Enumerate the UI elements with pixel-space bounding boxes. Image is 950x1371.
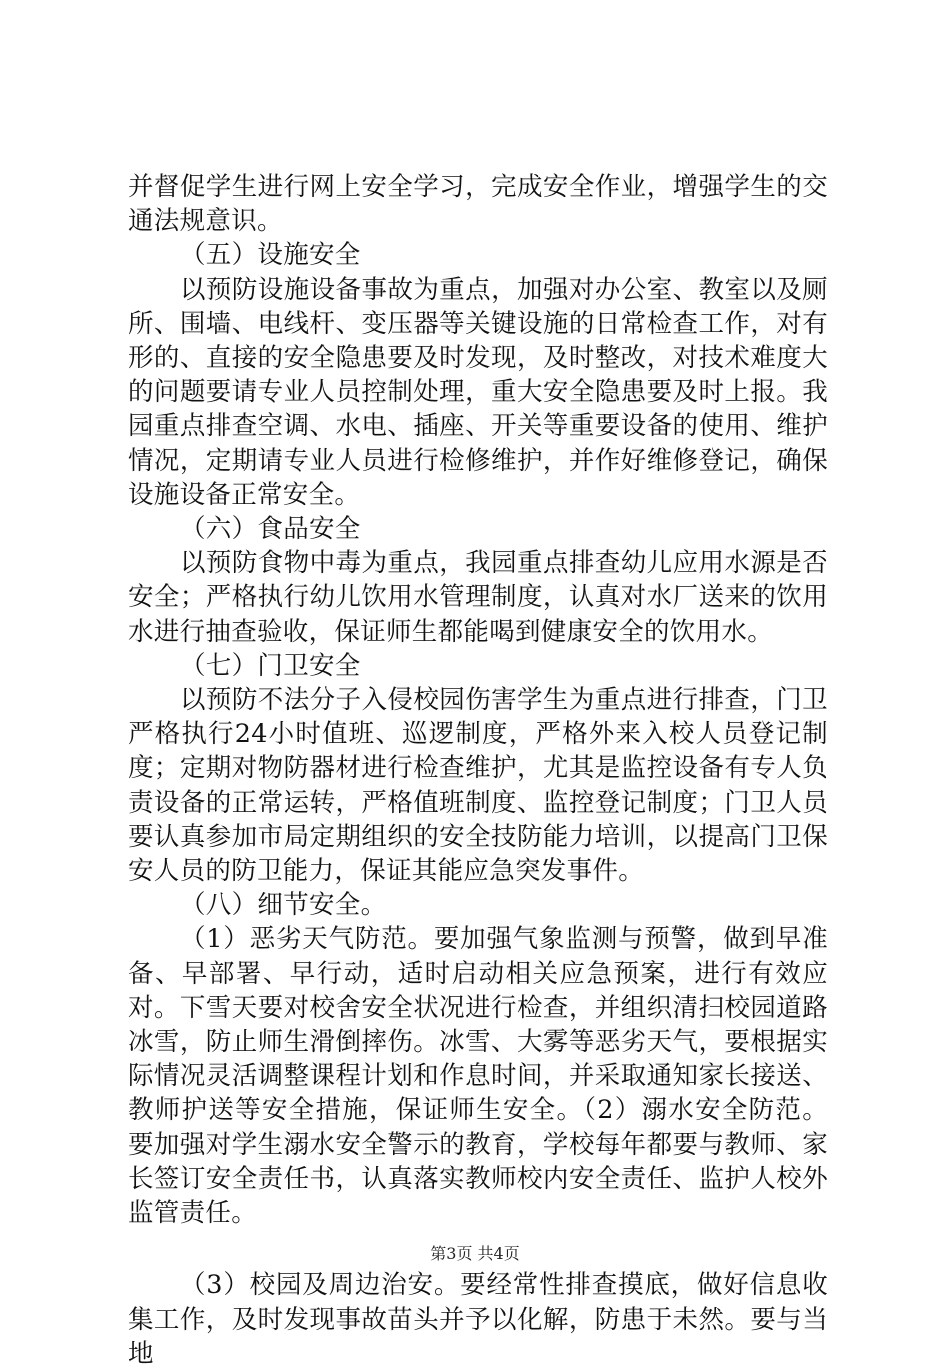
paragraph-campus-security: （3）校园及周边治安。要经常性排查摸底，做好信息收集工作，及时发现事故苗头并予以化解，防患于未然。要与当地 bbox=[128, 1270, 828, 1369]
paragraph-weather-drowning: （1）恶劣天气防范。要加强气象监测与预警，做到早准备、早部署、早行动，适时启动相关应急预案，进行有效应对。下雪天要对校舍安全状况进行检查，并组织清扫校园道路冰雪，防止师生滑倒摔伤。冰雪、大雾等恶劣天气，要根据实际情况灵活调整课程计划和作息时间，并采取通知家长接送、教师护送等安全措施，保证师生安全。（2）溺水安全防范。要加强对学生溺水安全警示的教育，学校每年都要与教师、家长签订安全责任书，认真落实教师校内安全责任、监护人校外监管责任。 bbox=[128, 924, 828, 1229]
paragraph-food-safety: 以预防食物中毒为重点，我园重点排查幼儿应用水源是否安全；严格执行幼儿饮用水管理制度，认真对水厂送来的饮用水进行抽查验收，保证师生都能喝到健康安全的饮用水。 bbox=[128, 548, 828, 647]
paragraph-continuation: 并督促学生进行网上安全学习，完成安全作业，增强学生的交通法规意识。 bbox=[128, 172, 828, 237]
document-body bbox=[128, 170, 828, 1371]
section-heading-facility-safety: （五）设施安全 bbox=[180, 240, 361, 271]
section-heading-detail-safety: （八）细节安全。 bbox=[180, 890, 387, 921]
section-heading-gate-safety: （七）门卫安全 bbox=[180, 650, 361, 681]
section-heading-food-safety: （六）食品安全 bbox=[180, 514, 361, 545]
paragraph-gate-safety: 以预防不法分子入侵校园伤害学生为重点进行排查，门卫严格执行24小时值班、巡逻制度，严格外来入校人员登记制度；定期对物防器材进行检查维护，尤其是监控设备有专人负责设备的正常运转，严格值班制度、监控登记制度；门卫人员要认真参加市局定期组织的安全技防能力培训，以提高门卫保安人员的防卫能力，保证其能应急突发事件。 bbox=[128, 685, 828, 887]
page-number: 第3页 共4页 bbox=[430, 1244, 520, 1263]
page-footer bbox=[0, 1244, 950, 1264]
paragraph-facility-safety: 以预防设施设备事故为重点，加强对办公室、教室以及厕所、围墙、电线杆、变压器等关键设施的日常检查工作，对有形的、直接的安全隐患要及时发现，及时整改，对技术难度大的问题要请专业人员控制处理，重大安全隐患要及时上报。我园重点排查空调、水电、插座、开关等重要设备的使用、维护情况，定期请专业人员进行检修维护，并作好维修登记，确保设施设备正常安全。 bbox=[128, 274, 828, 510]
